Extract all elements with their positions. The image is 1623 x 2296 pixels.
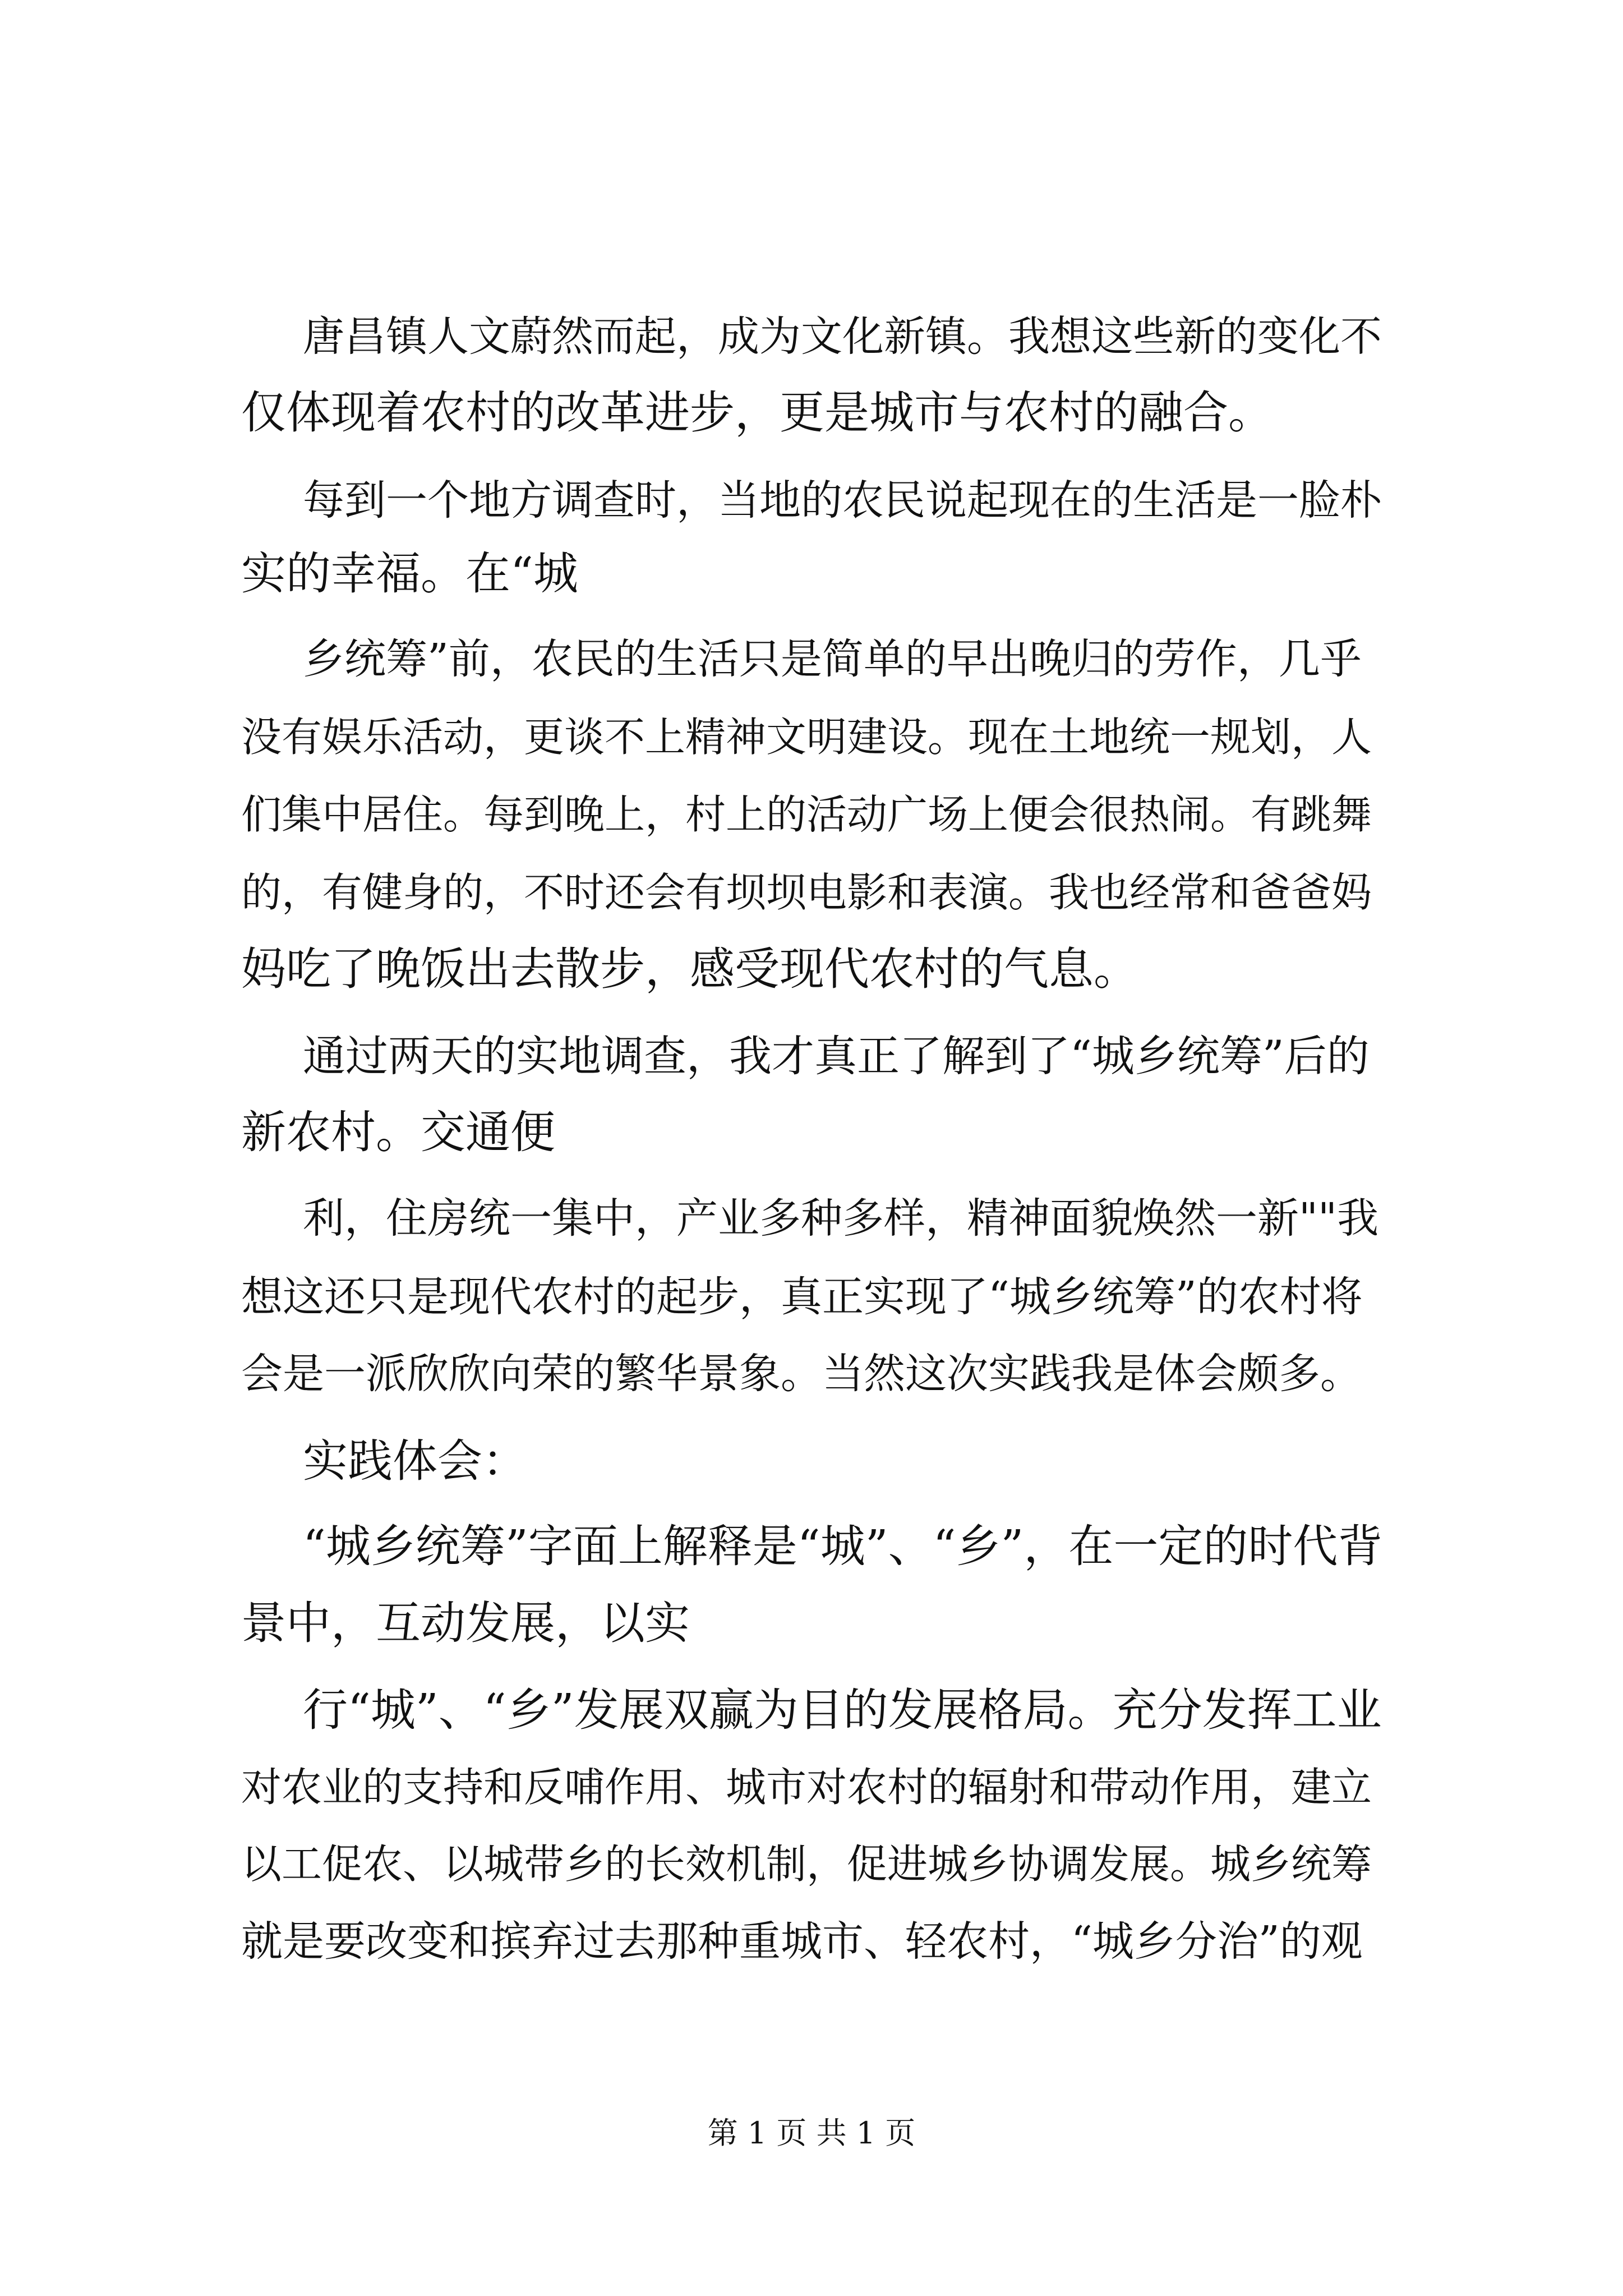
text-line: 们集中居住。每到晚上，村上的活动广场上便会很热闹。有跳舞: [241, 791, 1372, 838]
text-line: 以工促农、以城带乡的长效机制，促进城乡协调发展。城乡统筹: [241, 1841, 1372, 1888]
text-line: 对农业的支持和反哺作用、城市对农村的辐射和带动作用，建立: [241, 1764, 1372, 1811]
text-line: 乡统筹”前，农民的生活只是简单的早出晚归的劳作，几乎: [303, 635, 1362, 683]
text-line: 新农村。交通便: [241, 1106, 555, 1158]
page-footer: 第 1 页 共 1 页: [707, 2115, 916, 2151]
text-line: 实的幸福。在“城: [241, 547, 578, 600]
text-line: 想这还只是现代农村的起步，真正实现了“城乡统筹”的农村将: [241, 1273, 1363, 1321]
text-line: 没有娱乐活动，更谈不上精神文明建设。现在土地统一规划，人: [241, 714, 1372, 761]
text-line: “城乡统筹”字面上解释是“城”、“乡”，在一定的时代背: [303, 1520, 1383, 1572]
text-line: 就是要改变和摈弃过去那种重城市、轻农村，“城乡分治”的观: [241, 1917, 1363, 1966]
text-line: 行“城”、“乡”发展双赢为目的发展格局。充分发挥工业: [303, 1684, 1382, 1736]
text-line: 利，住房统一集中，产业多种多样，精神面貌焕然一新""我: [303, 1194, 1379, 1243]
text-line: 会是一派欣欣向荣的繁华景象。当然这次实践我是体会颇多。: [241, 1350, 1362, 1398]
text-line: 实践体会：: [303, 1435, 527, 1487]
text-line: 仅体现着农村的改革进步，更是城市与农村的融合。: [241, 386, 1273, 439]
text-line: 每到一个地方调查时，当地的农民说起现在的生活是一脸朴: [303, 476, 1382, 524]
text-line: 唐昌镇人文蔚然而起，成为文化新镇。我想这些新的变化不: [303, 312, 1382, 361]
text-line: 的，有健身的，不时还会有坝坝电影和表演。我也经常和爸爸妈: [241, 869, 1372, 916]
text-line: 景中，互动发展，以实: [241, 1597, 690, 1649]
text-line: 妈吃了晚饭出去散步，感受现代农村的气息。: [241, 943, 1138, 995]
text-line: 通过两天的实地调查，我才真正了解到了“城乡统筹”后的: [303, 1031, 1370, 1081]
